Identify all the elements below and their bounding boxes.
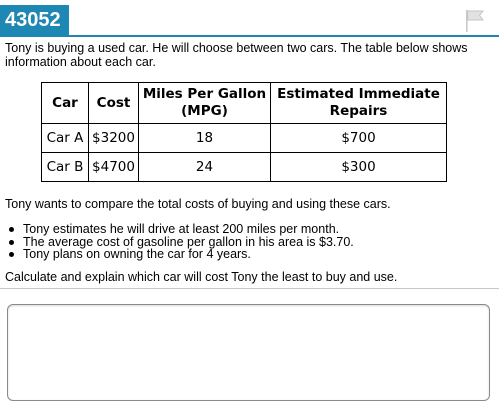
cell-mpg: 24	[139, 153, 271, 182]
header-rule	[0, 35, 499, 37]
compare-text: Tony wants to compare the total costs of buying and using these cars.	[5, 197, 391, 211]
cell-mpg: 18	[139, 124, 271, 153]
list-item	[9, 248, 354, 261]
header-cost: Cost	[89, 83, 139, 124]
header-mpg: Miles Per Gallon (MPG)	[139, 83, 271, 124]
instruction-text: Calculate and explain which car will cost Tony the least to buy and use.	[5, 270, 398, 284]
header-car: Car	[42, 83, 89, 124]
item-number: 43052	[0, 5, 69, 35]
section-divider	[0, 288, 499, 289]
cell-car: Car B	[42, 153, 89, 182]
bullet-icon	[9, 227, 14, 232]
car-comparison-table	[41, 82, 447, 182]
cell-repairs: $700	[271, 124, 447, 153]
cell-cost: $4700	[89, 153, 139, 182]
flag-icon[interactable]	[464, 9, 486, 33]
list-item-text: Tony estimates he will drive at least 200 miles per month.	[23, 222, 340, 236]
bullet-icon	[9, 252, 14, 257]
table-row	[42, 124, 447, 153]
table-row	[42, 153, 447, 182]
answer-textarea[interactable]	[7, 304, 490, 401]
question-intro	[5, 41, 493, 69]
table-header-row	[42, 83, 447, 124]
cell-cost: $3200	[89, 124, 139, 153]
item-header	[0, 0, 499, 40]
assumption-list	[9, 223, 354, 261]
cell-car: Car A	[42, 124, 89, 153]
list-item-text: The average cost of gasoline per gallon in his area is $3.70.	[23, 234, 354, 249]
bullet-icon	[9, 240, 14, 245]
intro-text: Tony is buying a used car. He will choose between two cars. The table below shows information about each car.	[5, 41, 468, 69]
header-repairs: Estimated Immediate Repairs	[271, 83, 447, 124]
list-item-text: Tony plans on owning the car for 4 years.	[23, 247, 251, 261]
cell-repairs: $300	[271, 153, 447, 182]
